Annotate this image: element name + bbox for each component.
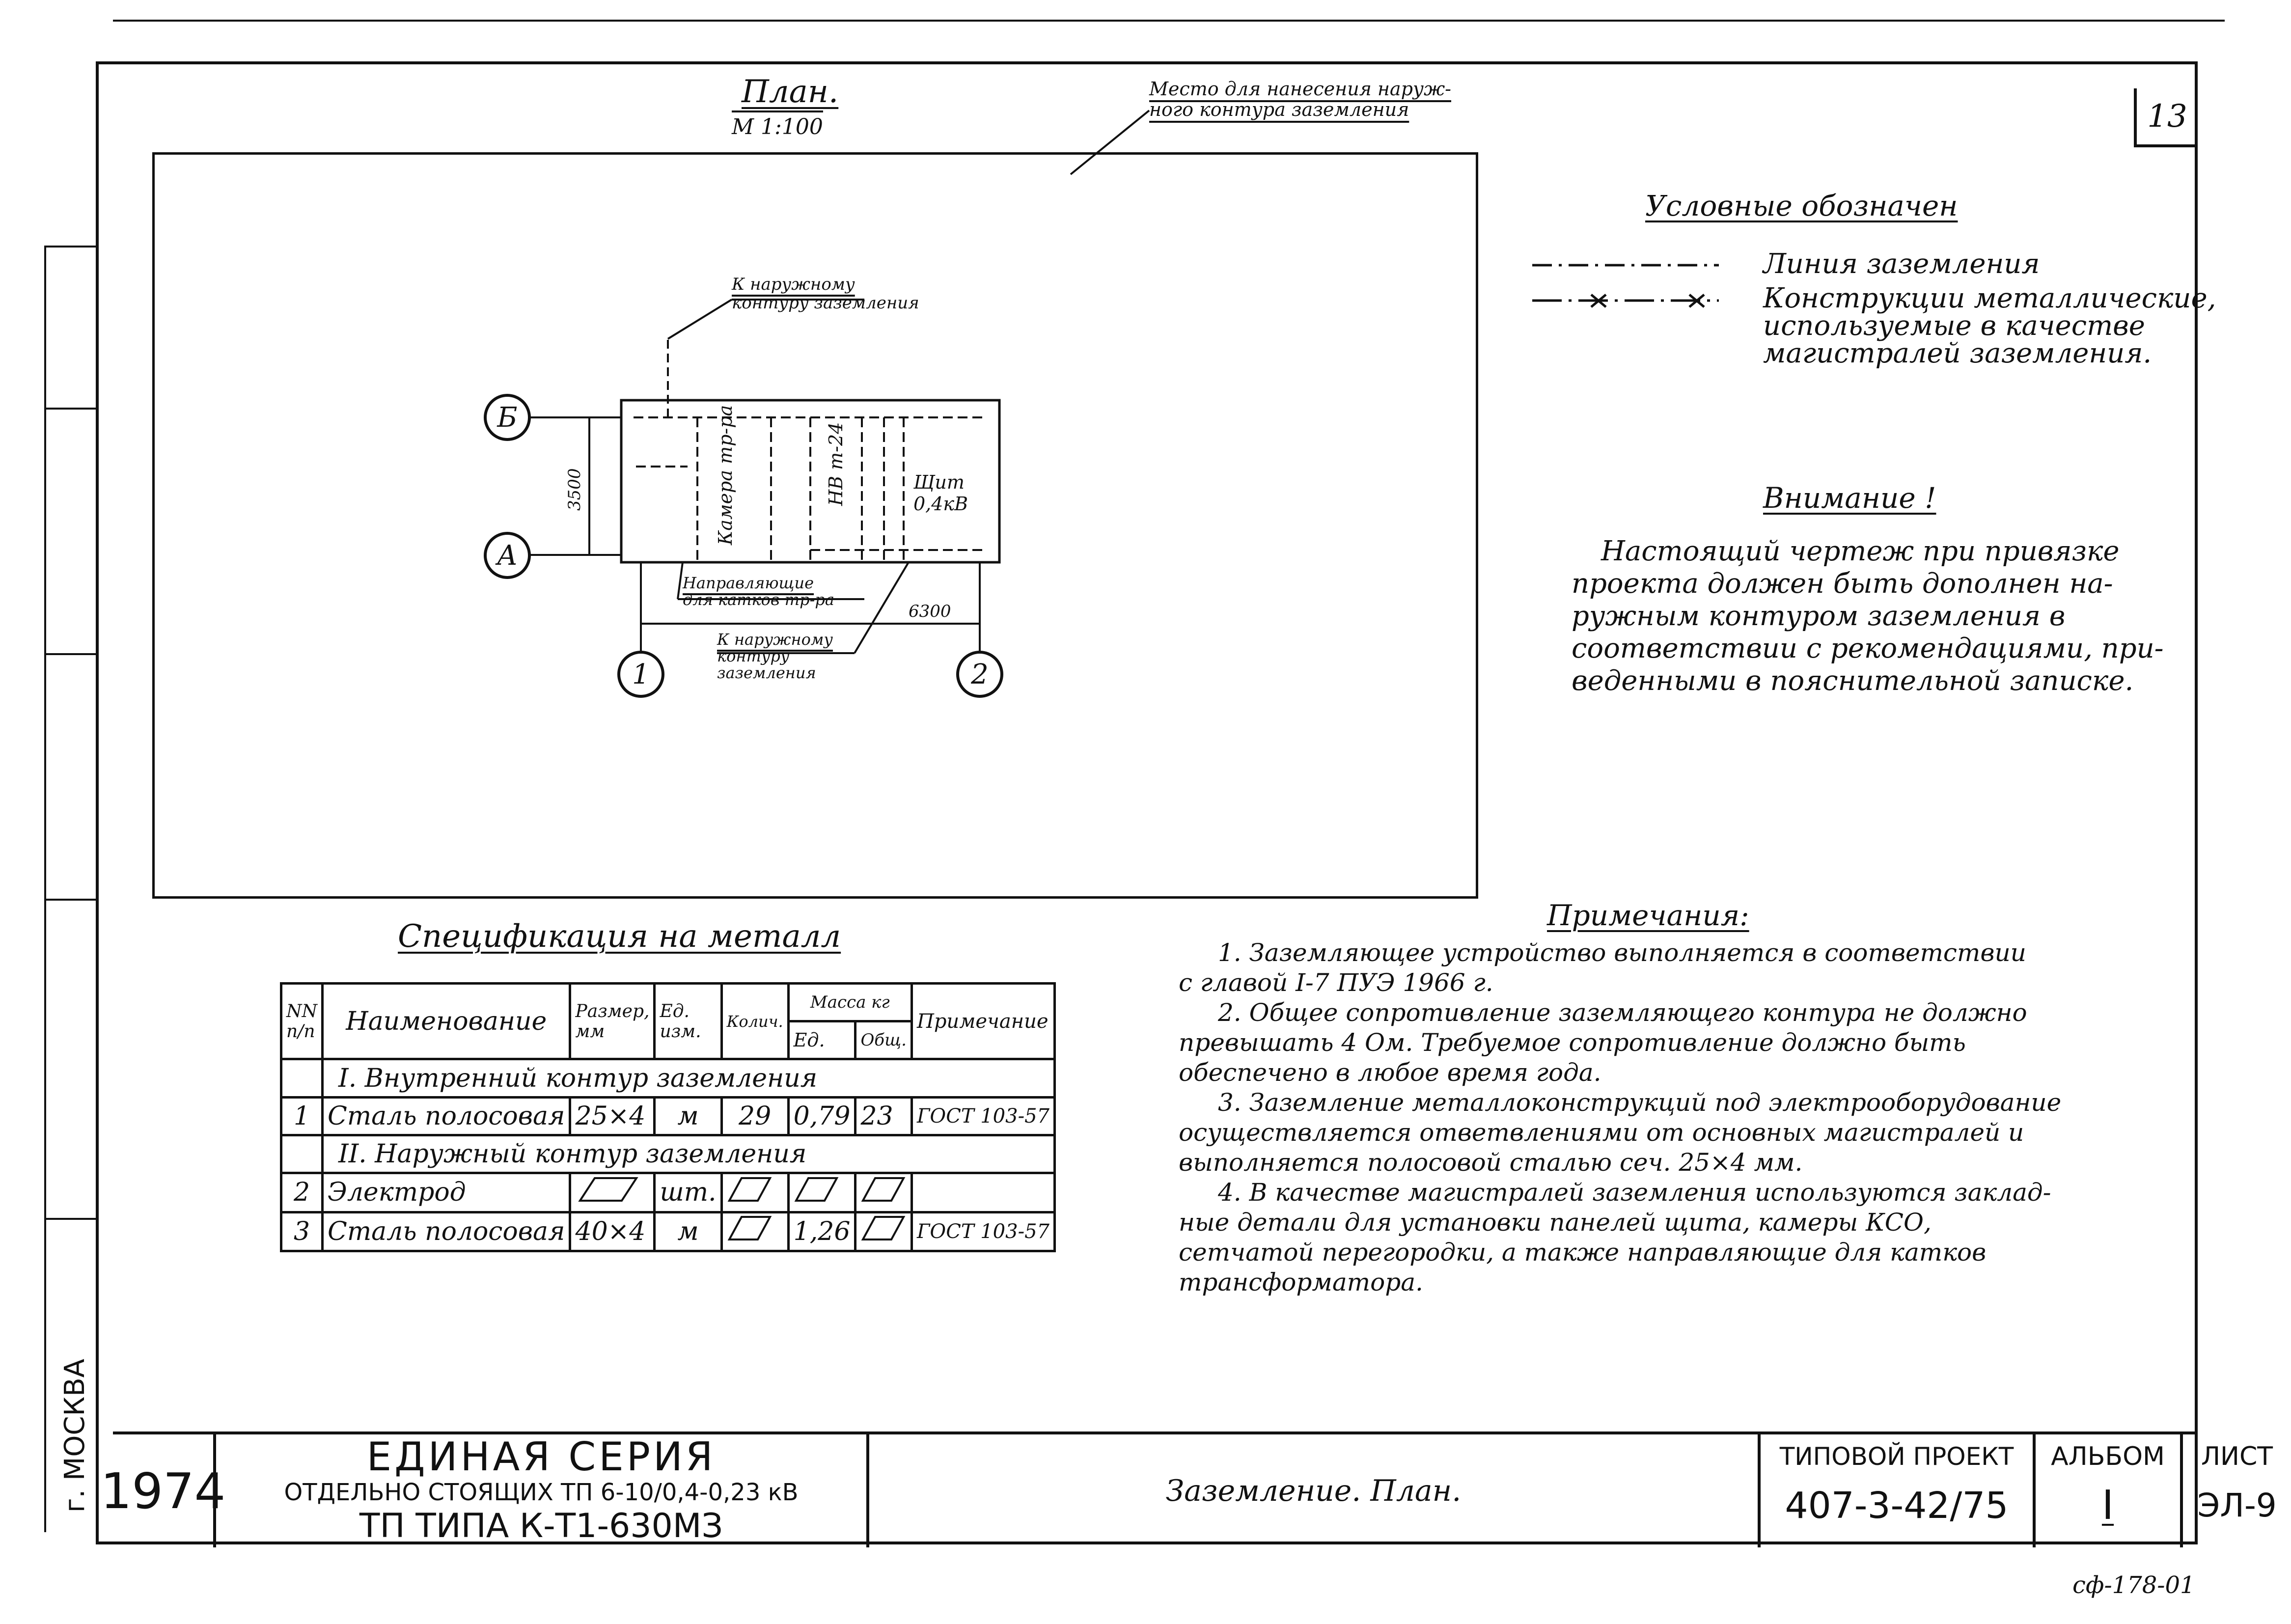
spec-cell-note: ГОСТ 103-57 — [911, 1097, 1054, 1135]
spec-title: Спецификация на металл — [398, 918, 841, 955]
stamp-year-cell — [100, 1434, 226, 1547]
to-outer-label-line1: К наружному — [732, 275, 855, 294]
spec-cell-name: Сталь полосовая — [323, 1097, 570, 1135]
to-outer-label — [732, 275, 919, 312]
note-line: 1. Заземляющее устройство выполняется в соответствии — [1218, 938, 2026, 967]
spec-cell-num: 1 — [281, 1097, 323, 1135]
stamp-year: 1974 — [100, 1462, 226, 1520]
note-line: 4. В качестве магистралей заземления используются заклад- — [1218, 1178, 2051, 1207]
note-line: 3. Заземление металлоконструкций под электрооборудование — [1218, 1088, 2062, 1117]
stamp-project-value: 407-3-42/75 — [1785, 1485, 2009, 1527]
spec-cell-qty: 29 — [721, 1097, 788, 1135]
spec-header-mass-unit: Ед. — [788, 1021, 856, 1059]
spec-cell-note: ГОСТ 103-57 — [911, 1212, 1054, 1251]
spec-cell-mass-total — [856, 1212, 912, 1251]
stamp-album-value: I — [2101, 1482, 2114, 1529]
note-line: выполняется полосовой сталью сеч. 25×4 мм. — [1179, 1148, 1803, 1177]
spec-cell-size — [570, 1173, 655, 1212]
spec-header-num: NN п/п — [281, 984, 323, 1059]
room-shield-label: Щит 0,4кВ — [913, 471, 968, 515]
room-nv-label: НВ т-24 — [825, 422, 847, 506]
to-outer-bottom-line1: К наружному — [717, 630, 833, 649]
spec-cell-num: 3 — [281, 1212, 323, 1251]
legend-item-metal-line2: используемые в качестве — [1763, 310, 2145, 342]
spec-cell-size: 40×4 — [570, 1212, 655, 1251]
table-row — [281, 1212, 1055, 1251]
stamp-album-cell — [2036, 1434, 2183, 1547]
spec-section-2: II. Наружный контур заземления — [323, 1135, 1055, 1173]
table-row — [281, 1097, 1055, 1135]
dim-vertical: 3500 — [565, 468, 584, 511]
attention-text — [1572, 535, 2164, 697]
spec-header-mass: Масса кг — [788, 984, 911, 1021]
spec-cell-note — [911, 1173, 1054, 1212]
stamp-series-line3: ТП ТИПА К-Т1-630МЗ — [359, 1507, 723, 1545]
blank-cell-mark — [575, 1177, 639, 1202]
note-line: обеспечено в любое время года. — [1179, 1058, 1601, 1087]
guides-label-line1: Направляющие — [683, 574, 814, 592]
spec-cell-name: Сталь полосовая — [323, 1212, 570, 1251]
note-line: сетчатой перегородки, а также направляющие для катков — [1179, 1238, 1987, 1266]
plan-title: План. — [742, 74, 839, 110]
blank-cell-mark — [860, 1216, 905, 1240]
stamp-series-cell — [216, 1434, 869, 1547]
spec-cell-size: 25×4 — [570, 1097, 655, 1135]
plan-scale: М 1:100 — [732, 110, 823, 139]
note-line: 2. Общее сопротивление заземляющего контура не должно — [1218, 998, 2027, 1027]
attention-line: веденными в пояснительной записке. — [1572, 665, 2134, 697]
attention-title: Внимание ! — [1763, 481, 1936, 515]
stamp-project-cell — [1761, 1434, 2036, 1547]
spec-cell-mass-unit: 0,79 — [788, 1097, 856, 1135]
stamp-list-label: ЛИСТ — [2201, 1442, 2273, 1471]
blank-cell-mark — [727, 1216, 771, 1240]
attention-line: ружным контуром заземления в — [1572, 600, 2066, 632]
spec-cell-num: 2 — [281, 1173, 323, 1212]
legend-title: Условные обозначен — [1645, 189, 1958, 222]
spec-table — [280, 982, 1056, 1252]
axis-a-marker: А — [484, 532, 531, 579]
blank-cell-mark — [860, 1177, 905, 1202]
city-label: г. МОСКВА — [59, 1358, 91, 1513]
notes-title: Примечания: — [1547, 899, 1749, 932]
note-line: превышать 4 Ом. Требуемое сопротивление должно быть — [1179, 1028, 1966, 1057]
sheet-number: 13 — [2147, 98, 2187, 135]
to-outer-bottom-line3: заземления — [717, 663, 816, 682]
note-line: трансформатора. — [1179, 1268, 1423, 1296]
spec-cell-unit: м — [655, 1097, 721, 1135]
stamp-project-label: ТИПОВОЙ ПРОЕКТ — [1779, 1442, 2014, 1471]
spec-cell-mass-total — [856, 1173, 912, 1212]
to-outer-bottom-line2: контуру — [717, 647, 790, 665]
guides-label — [683, 575, 834, 608]
legend-item-metal-line3: магистралей заземления. — [1763, 337, 2152, 369]
blank-cell-mark — [727, 1177, 771, 1202]
attention-line: Настоящий чертеж при привязке — [1601, 535, 2120, 567]
spec-header-qty: Колич. — [721, 984, 788, 1059]
attention-line: соответствии с рекомендациями, при- — [1572, 633, 2164, 664]
legend-item-metal-structures — [1763, 282, 2216, 369]
spec-cell-mass-unit — [788, 1173, 856, 1212]
stamp-list-cell — [2183, 1434, 2291, 1547]
legend-item-grounding-line: Линия заземления — [1763, 248, 2040, 280]
spec-header-mass-total: Общ. — [856, 1021, 912, 1059]
title-block — [100, 1431, 2277, 1547]
note-line: ные детали для установки панелей щита, камеры КСО, — [1179, 1208, 1932, 1237]
spec-section-1: I. Внутренний контур заземления — [323, 1059, 1055, 1097]
stamp-album-label: АЛЬБОМ — [2051, 1442, 2165, 1471]
outer-place-label-line1: Место для нанесения наруж- — [1149, 78, 1451, 100]
spec-cell-unit: шт. — [655, 1173, 721, 1212]
dim-horizontal: 6300 — [909, 602, 951, 621]
spec-cell-qty — [721, 1212, 788, 1251]
room-chamber-label: Камера тр-ра — [715, 405, 736, 545]
to-outer-label-line2: контуру заземления — [732, 293, 919, 313]
table-row — [281, 1173, 1055, 1212]
axis-1-marker: 1 — [617, 651, 664, 698]
stamp-sheet-title-cell — [869, 1434, 1761, 1547]
stamp-series-line2: ОТДЕЛЬНО СТОЯЩИХ ТП 6-10/0,4-0,23 кВ — [284, 1479, 799, 1506]
guides-label-line2: для катков тр-ра — [683, 590, 834, 609]
spec-cell-mass-unit: 1,26 — [788, 1212, 856, 1251]
spec-header-size: Размер, мм — [570, 984, 655, 1059]
to-outer-bottom-label — [717, 631, 833, 681]
stamp-list-value: ЭЛ-9 — [2197, 1486, 2277, 1524]
spec-cell-unit: м — [655, 1212, 721, 1251]
note-line: с главой I-7 ПУЭ 1966 г. — [1179, 968, 1493, 997]
bottom-code: сф-178-01 — [2072, 1571, 2195, 1599]
attention-line: проекта должен быть дополнен на- — [1572, 568, 2113, 600]
axis-b-marker: Б — [484, 394, 531, 441]
outer-place-label-line2: ного контура заземления — [1149, 99, 1409, 120]
spec-header-name: Наименование — [323, 984, 570, 1059]
axis-2-marker: 2 — [956, 651, 1003, 698]
stamp-sheet-title: Заземление. План. — [1165, 1474, 1462, 1508]
spec-cell-mass-total: 23 — [856, 1097, 912, 1135]
stamp-series-line1: ЕДИНАЯ СЕРИЯ — [366, 1434, 716, 1480]
spec-cell-name: Электрод — [323, 1173, 570, 1212]
blank-cell-mark — [794, 1177, 838, 1202]
spec-header-note: Примечание — [911, 984, 1054, 1059]
legend-item-metal-line1: Конструкции металлические, — [1763, 282, 2216, 314]
spec-header-unit: Ед. изм. — [655, 984, 721, 1059]
note-line: осуществляется ответвлениями от основных магистралей и — [1179, 1118, 2024, 1147]
notes-text — [1179, 938, 2061, 1297]
spec-cell-qty — [721, 1173, 788, 1212]
